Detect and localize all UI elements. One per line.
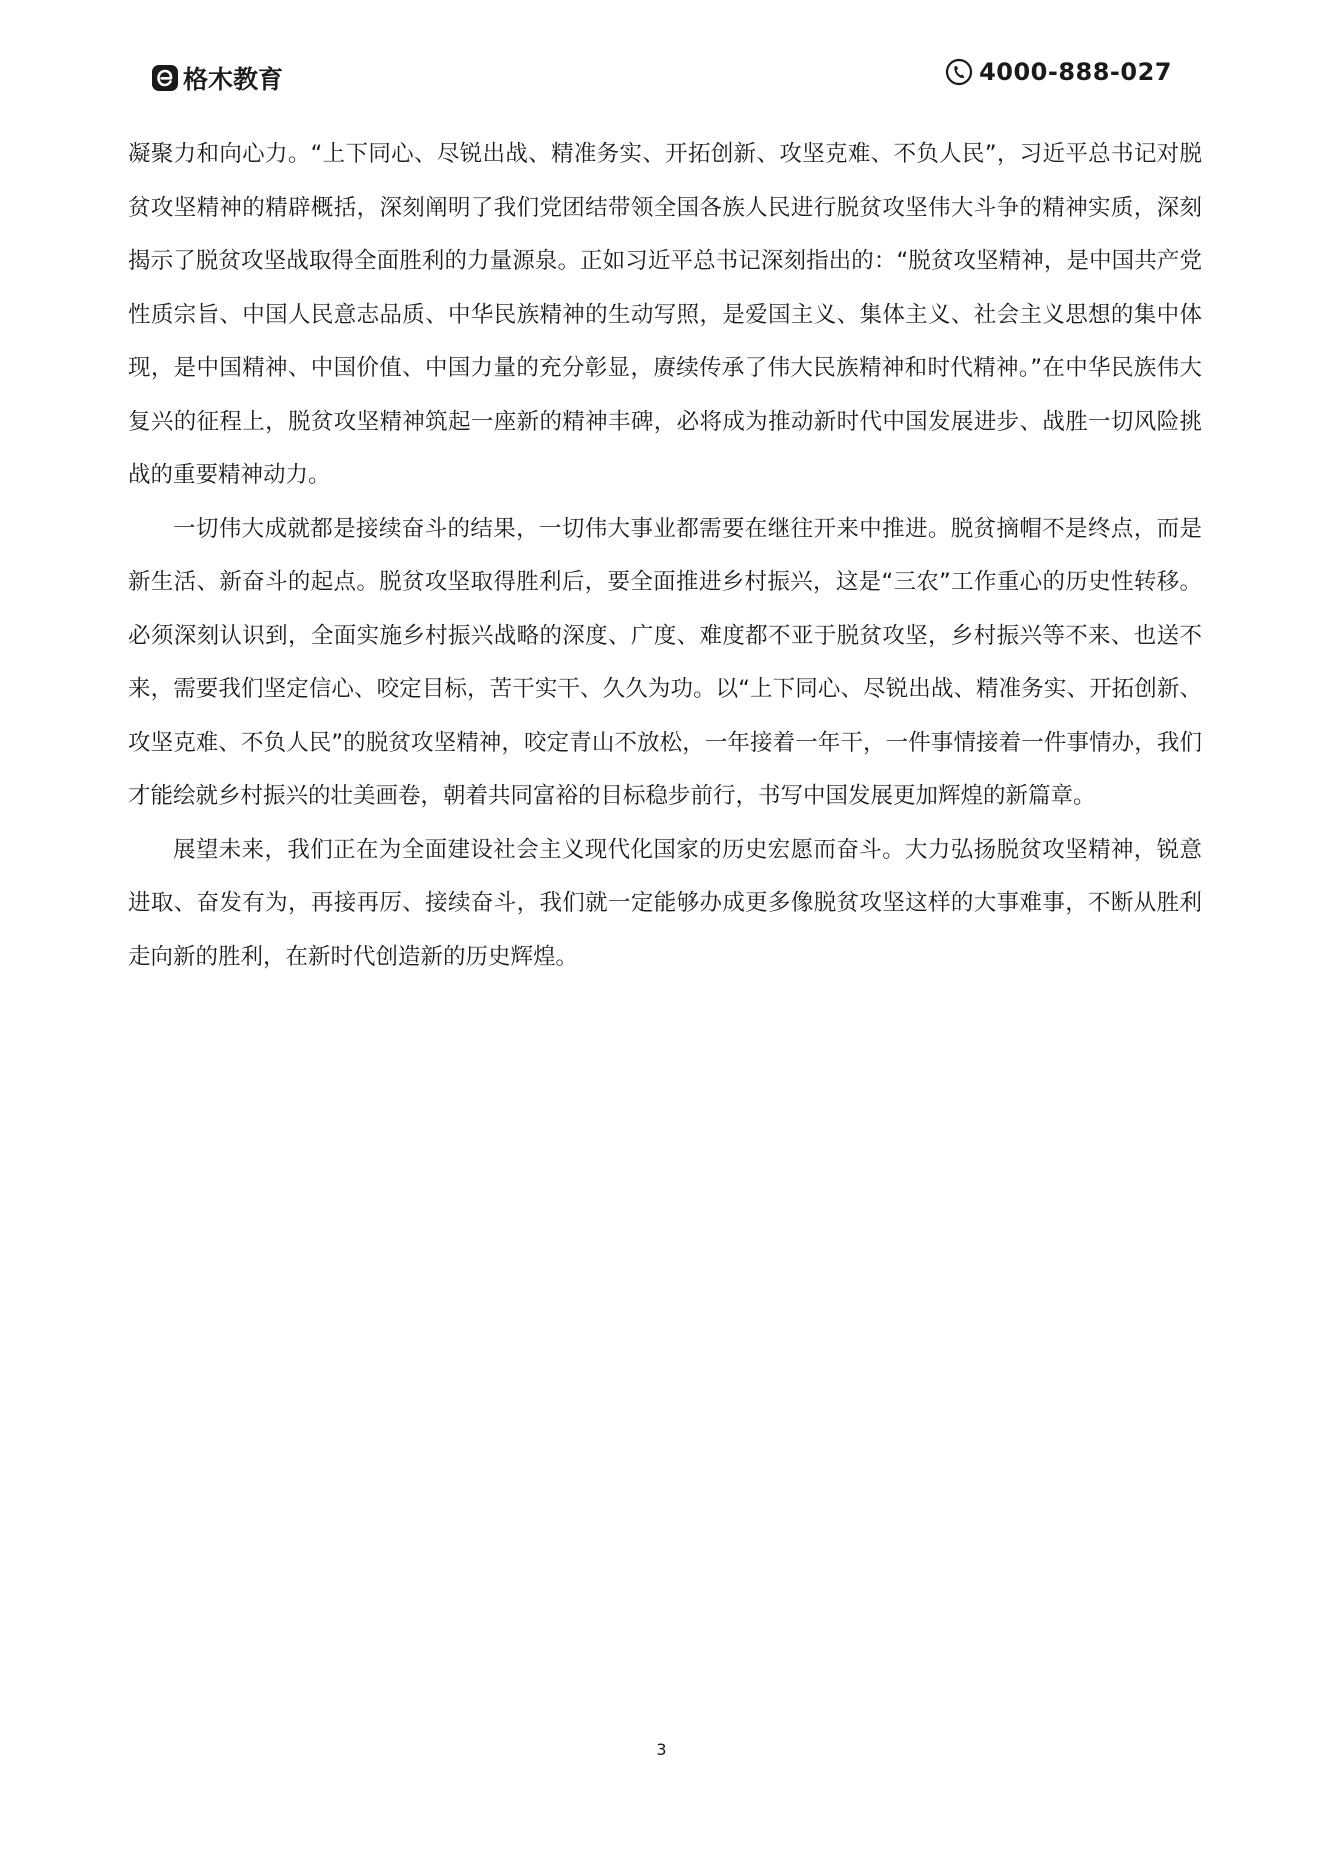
paragraph: 一切伟大成就都是接续奋斗的结果，一切伟大事业都需要在继往开来中推进。脱贫摘帽不是终点，而是新生活、新奋斗的起点。脱贫攻坚取得胜利后，要全面推进乡村振兴，这是“三农”工作重心的历史性转移。必须深刻认识到，全面实施乡村振兴战略的深度、广度、难度都不亚于脱贫攻坚，乡村振兴等不来、也送不来，需要我们坚定信心、咬定目标，苦干实干、久久为功。以“上下同心、尽锐出战、精准务实、开拓创新、攻坚克难、不负人民”的脱贫攻坚精神，咬定青山不放松，一年接着一年干，一件事情接着一件事情办，我们才能绘就乡村振兴的壮美画卷，朝着共同富裕的目标稳步前行，书写中国发展更加辉煌的新篇章。 — [128, 515, 1202, 809]
paragraph: 展望未来，我们正在为全面建设社会主义现代化国家的历史宏愿而奋斗。大力弘扬脱贫攻坚精神，锐意进取、奋发有为，再接再厉、接续奋斗，我们就一定能够办成更多像脱贫攻坚这样的大事难事，不断从胜利走向新的胜利，在新时代创造新的历史辉煌。 — [128, 836, 1202, 970]
article-body — [128, 128, 1202, 984]
brand-logo-icon — [152, 65, 178, 91]
phone-number: 4000-888-027 — [979, 58, 1172, 86]
contact-phone — [945, 58, 1172, 86]
phone-icon — [945, 58, 973, 86]
paragraph: 凝聚力和向心力。“上下同心、尽锐出战、精准务实、开拓创新、攻坚克难、不负人民”，习近平总书记对脱贫攻坚精神的精辟概括，深刻阐明了我们党团结带领全国各族人民进行脱贫攻坚伟大斗争的精神实质，深刻揭示了脱贫攻坚战取得全面胜利的力量源泉。正如习近平总书记深刻指出的：“脱贫攻坚精神，是中国共产党性质宗旨、中国人民意志品质、中华民族精神的生动写照，是爱国主义、集体主义、社会主义思想的集中体现，是中国精神、中国价值、中国力量的充分彰显，赓续传承了伟大民族精神和时代精神。”在中华民族伟大复兴的征程上，脱贫攻坚精神筑起一座新的精神丰碑，必将成为推动新时代中国发展进步、战胜一切风险挑战的重要精神动力。 — [128, 141, 1202, 488]
page-number: 3 — [656, 1740, 667, 1759]
page-header — [152, 56, 1172, 96]
brand-name: 格木教育 — [183, 65, 284, 94]
brand — [152, 60, 283, 96]
